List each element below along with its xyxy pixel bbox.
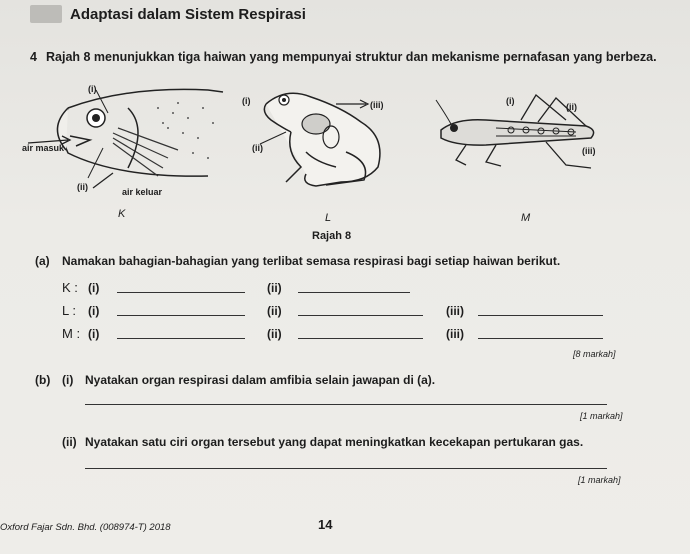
row-m-item-iii: (iii) <box>446 327 464 341</box>
frog-label-ii: (ii) <box>252 143 263 153</box>
part-a-text: Namakan bahagian-bahagian yang terlibat semasa respirasi bagi setiap haiwan berikut. <box>62 254 561 268</box>
fish-label-ii: (ii) <box>77 182 88 192</box>
row-m-name: M : <box>62 326 81 341</box>
part-b-i-marks: [1 markah] <box>580 411 623 421</box>
page-number: 14 <box>318 517 333 532</box>
part-b-i-label: (i) <box>62 373 74 387</box>
row-k-item-ii: (ii) <box>267 281 282 295</box>
answer-line-k-i[interactable] <box>117 292 245 293</box>
part-b-label: (b) <box>35 373 51 387</box>
frog-label-i: (i) <box>242 96 251 106</box>
answer-line-b-i[interactable] <box>85 404 607 405</box>
fish-gill-diagram <box>18 78 233 203</box>
row-m-item-i: (i) <box>88 327 100 341</box>
grasshopper-label-iii: (iii) <box>582 146 596 156</box>
part-a-marks: [8 markah] <box>573 349 616 359</box>
answer-line-m-ii[interactable] <box>298 338 423 339</box>
answer-line-l-ii[interactable] <box>298 315 423 316</box>
part-b-i-text: Nyatakan organ respirasi dalam amfibia selain jawapan di (a). <box>85 373 436 387</box>
part-b-ii-marks: [1 markah] <box>578 475 621 485</box>
figure-caption: Rajah 8 <box>312 230 352 242</box>
fish-letter: K <box>118 208 126 220</box>
question-number: 4 <box>30 50 37 64</box>
answer-line-l-iii[interactable] <box>478 315 603 316</box>
row-m-item-ii: (ii) <box>267 327 282 341</box>
page-title: Adaptasi dalam Sistem Respirasi <box>70 6 306 23</box>
part-b-ii-label: (ii) <box>62 435 77 449</box>
answer-line-k-ii[interactable] <box>298 292 410 293</box>
publisher-footer: Oxford Fajar Sdn. Bhd. (008974-T) 2018 <box>0 522 171 533</box>
frog-label-iii: (iii) <box>370 100 384 110</box>
answer-line-b-ii[interactable] <box>85 468 607 469</box>
section-badge <box>30 5 62 23</box>
answer-line-l-i[interactable] <box>117 315 245 316</box>
row-k-item-i: (i) <box>88 281 100 295</box>
frog-letter: L <box>325 212 332 224</box>
fish-label-air-keluar: air keluar <box>122 187 163 197</box>
grasshopper-letter: M <box>521 212 531 224</box>
row-l-item-iii: (iii) <box>446 304 464 318</box>
row-l-item-i: (i) <box>88 304 100 318</box>
question-text: Rajah 8 menunjukkan tiga haiwan yang mempunyai struktur dan mekanisme pernafasan yang berbeza. <box>46 50 657 64</box>
part-b-ii-text: Nyatakan satu ciri organ tersebut yang dapat meningkatkan kecekapan pertukaran gas. <box>85 435 584 449</box>
grasshopper-label-ii: (ii) <box>566 102 577 112</box>
grasshopper-label-i: (i) <box>506 96 515 106</box>
row-l-name: L : <box>62 303 76 318</box>
row-k-name: K : <box>62 280 78 295</box>
answer-line-m-i[interactable] <box>117 338 245 339</box>
frog-lung-diagram <box>246 82 396 194</box>
answer-line-m-iii[interactable] <box>478 338 603 339</box>
part-a-label: (a) <box>35 254 50 268</box>
fish-label-air-masuk: air masuk <box>22 143 65 153</box>
row-l-item-ii: (ii) <box>267 304 282 318</box>
fish-label-i: (i) <box>88 84 97 94</box>
